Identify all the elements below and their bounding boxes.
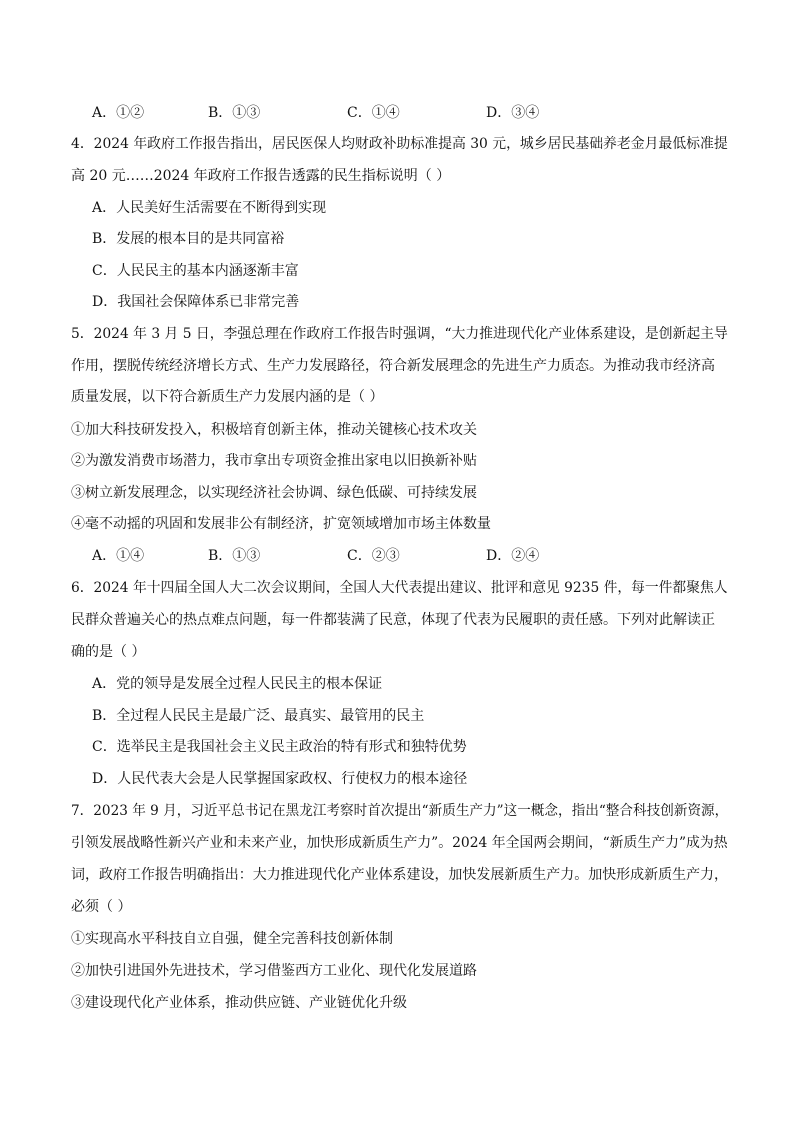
q3-option-b: B．①③ bbox=[208, 105, 261, 121]
q5-option-a: A．①④ bbox=[92, 548, 145, 564]
q5-stem-line3: 质量发展，以下符合新质生产力发展内涵的是（ ） bbox=[71, 389, 384, 405]
q6-option-b: B．全过程人民民主是最广泛、最真实、最管用的民主 bbox=[92, 708, 425, 724]
q7-stem-line2: 引领发展战略性新兴产业和未来产业，加快形成新质生产力”。2024 年全国两会期间，“新质生产力”成为热 bbox=[71, 835, 728, 851]
q6-option-a: A．党的领导是发展全过程人民民主的根本保证 bbox=[92, 676, 383, 692]
q7-stem-line1: 7．2023 年 9 月，习近平总书记在黑龙江考察时首次提出“新质生产力”这一概念，指出“整合科技创新资源， bbox=[71, 803, 729, 819]
q4-option-a: A．人民美好生活需要在不断得到实现 bbox=[92, 200, 327, 216]
q7-stem-line3: 词，政府工作报告明确指出：大力推进现代化产业体系建设，加快发展新质生产力。加快形成新质生产力， bbox=[71, 867, 729, 883]
q5-stem-line2: 作用，摆脱传统经济增长方式、生产力发展路径，符合新发展理念的先进生产力质态。为推动我市经济高 bbox=[71, 358, 715, 374]
q5-option-d: D．②④ bbox=[486, 548, 540, 564]
q3-option-d: D．③④ bbox=[486, 105, 540, 121]
q3-option-a: A．①② bbox=[92, 105, 145, 121]
q4-stem-line2: 高 20 元……2024 年政府工作报告透露的民生指标说明（ ） bbox=[71, 168, 451, 184]
q7-statement-2: ②加快引进国外先进技术，学习借鉴西方工业化、现代化发展道路 bbox=[71, 963, 477, 979]
q5-statement-1: ①加大科技研发投入，积极培育创新主体，推动关键核心技术攻关 bbox=[71, 422, 477, 438]
q4-stem-line1: 4．2024 年政府工作报告指出，居民医保人均财政补助标准提高 30 元，城乡居民基础养老金月最低标准提 bbox=[71, 136, 728, 152]
q6-stem-line3: 确的是（ ） bbox=[71, 644, 146, 660]
q5-statement-3: ③树立新发展理念，以实现经济社会协调、绿色低碳、可持续发展 bbox=[71, 485, 477, 501]
q6-option-c: C．选举民主是我国社会主义民主政治的特有形式和独特优势 bbox=[92, 739, 467, 755]
q6-option-d: D．人民代表大会是人民掌握国家政权、行使权力的根本途径 bbox=[92, 771, 468, 787]
q5-option-c: C．②③ bbox=[347, 548, 400, 564]
q4-option-b: B．发展的根本目的是共同富裕 bbox=[92, 231, 285, 247]
q3-option-c: C．①④ bbox=[347, 105, 400, 121]
q5-statement-2: ②为激发消费市场潜力，我市拿出专项资金推出家电以旧换新补贴 bbox=[71, 453, 477, 469]
q5-option-b: B．①③ bbox=[208, 548, 261, 564]
q6-stem-line2: 民群众普遍关心的热点难点问题，每一件都装满了民意，体现了代表为民履职的责任感。下列对此解读正 bbox=[71, 612, 715, 628]
q6-stem-line1: 6．2024 年十四届全国人大二次会议期间，全国人大代表提出建议、批评和意见 9235 件，每一件都聚焦人 bbox=[71, 580, 728, 596]
q7-statement-1: ①实现高水平科技自立自强，健全完善科技创新体制 bbox=[71, 931, 393, 947]
q4-option-c: C．人民民主的基本内涵逐渐丰富 bbox=[92, 263, 299, 279]
q7-statement-3: ③建设现代化产业体系，推动供应链、产业链优化升级 bbox=[71, 995, 407, 1011]
q5-stem-line1: 5．2024 年 3 月 5 日，李强总理在作政府工作报告时强调，“大力推进现代化产业体系建设，是创新起主导 bbox=[71, 326, 728, 342]
q4-option-d: D．我国社会保障体系已非常完善 bbox=[92, 294, 300, 310]
q5-statement-4: ④毫不动摇的巩固和发展非公有制经济，扩宽领域增加市场主体数量 bbox=[71, 516, 491, 532]
q7-stem-line4: 必须（ ） bbox=[71, 899, 132, 915]
